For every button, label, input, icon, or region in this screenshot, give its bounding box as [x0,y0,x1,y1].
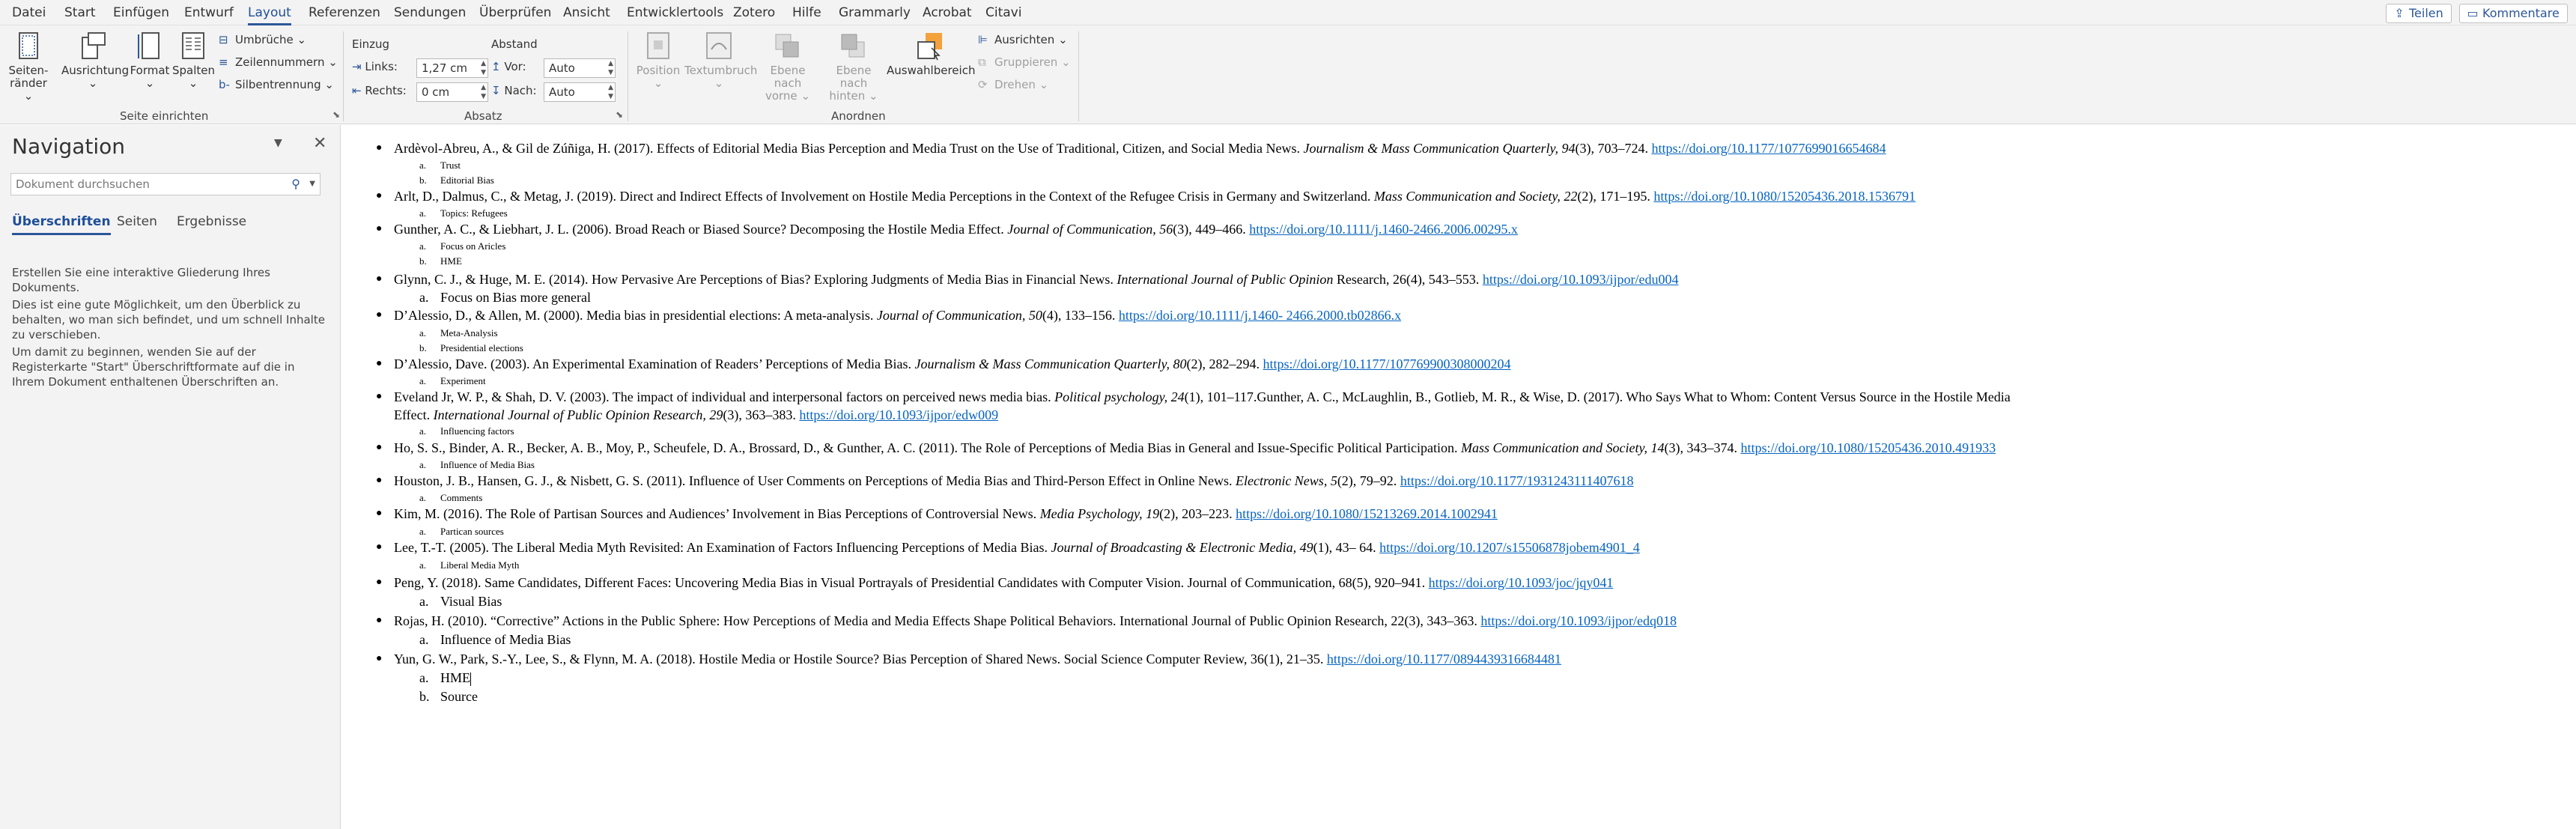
bullet-icon: ● [376,223,383,234]
reference-text: Topics: Refugees [440,207,508,219]
nav-search-input[interactable] [10,173,321,195]
doi-link[interactable]: https://doi.org/10.1111/j.1460-2466.2006.00295.x [1249,222,1518,237]
reference-entry [376,306,1402,324]
bullet-icon: ● [376,653,383,664]
list-letter: a. [419,632,429,647]
send-backward-icon [839,31,869,61]
indent-heading: Einzug [352,37,390,51]
bullet-icon: ● [376,541,383,553]
spacing-after-icon: ↧ [491,84,501,97]
close-icon[interactable]: ✕ [313,134,327,153]
reference-text: Peng, Y. (2018). Same Candidates, Different Faces: Uncovering Media Bias in Visual Portrayals of Presidential Candidates with Computer Vision. Journal of Communication, 68(5), 920–941. [394,575,1429,590]
reference-text: Mass Communication and Society [1373,189,1558,204]
list-item [419,669,471,687]
tab-hilfe[interactable]: Hilfe [792,5,821,20]
line-numbers-button[interactable]: ≡ Zeilennummern ⌄ [219,55,338,69]
spinner-arrows-icon[interactable]: ▲ ▼ [608,84,613,100]
bullet-icon: ● [376,273,383,285]
reference-entry [376,187,1916,205]
margins-label: Seiten- ränder [8,64,49,90]
nav-title: Navigation [12,134,126,159]
reference-text: Ardèvol-Abreu, A., & Gil de Zúñiga, H. (2017). Effects of Editorial Media Bias Perception and Media Trust on the Use of Traditional, Citizen, and Social Media News. [394,141,1304,156]
reference-entry [376,505,1498,523]
indent-left-label [352,60,398,73]
list-letter: a. [419,559,427,571]
position-icon [643,31,673,61]
tab-citavi[interactable]: Citavi [985,5,1022,20]
list-letter: a. [419,240,427,252]
reference-text: Kim, M. (2016). The Role of Partisan Sources and Audiences’ Involvement in Bias Perceptions of Controversial News. [394,506,1040,521]
spinner-arrows-icon[interactable]: ▲ ▼ [481,60,486,76]
page-setup-launcher-icon[interactable]: ⬊ [332,109,341,120]
tab-ansicht[interactable]: Ansicht [563,5,610,20]
spacing-before-label [491,60,526,73]
reference-text: Comments [440,492,483,503]
chevron-down-icon: ⌄ [88,76,98,90]
group-icon: ⧉ [978,55,986,69]
group-divider [343,31,344,121]
list-item [419,687,478,705]
bullet-icon: ● [376,615,383,626]
doi-link[interactable]: https://doi.org/10.1080/15205436.2018.1536791 [1653,189,1916,204]
reference-text: D’Alessio, D., & Allen, M. (2000). Media bias in presidential elections: A meta-analysis. [394,308,877,323]
bullet-icon: ● [376,577,383,588]
tab-acrobat[interactable]: Acrobat [923,5,972,20]
spacing-heading: Abstand [491,37,538,51]
group-label-paragraph: Absatz [464,109,502,123]
group-label: Gruppieren [994,55,1058,69]
doi-link[interactable]: https://doi.org/10.1080/15213269.2014.1002941 [1236,506,1498,521]
text-cursor [470,672,471,686]
list-letter: b. [419,255,427,267]
ribbon [0,25,2576,124]
reference-text: Journalism & Mass Communication Quarterly [914,356,1167,371]
reference-text: Gunther, A. C., & Liebhart, J. L. (2006). Broad Reach or Biased Source? Decomposing the Hostile Media Effect. [394,222,1008,237]
margins-icon [13,31,43,61]
reference-text: (2), 282–294. [1186,356,1263,371]
list-letter: a. [419,425,427,437]
reference-text: (3), 703–724. [1575,141,1652,156]
size-label: Format [130,64,170,77]
reference-text: , 24 [1164,389,1185,404]
navigation-pane [0,125,341,829]
rotate-icon: ⟳ [978,78,988,91]
hyphenation-label: Silbentrennung [235,78,321,91]
nav-options-icon[interactable]: ▼ [274,137,282,149]
bullet-icon: ● [376,142,383,154]
columns-button[interactable] [172,31,214,90]
page-size-icon [135,31,165,61]
spinner-arrows-icon[interactable]: ▲ ▼ [608,60,613,76]
reference-text: Research, 26(4), 543–553. [1333,272,1483,287]
doi-link[interactable]: https://doi.org/10.1111/j.1460- 2466.2000.tb02866.x [1118,308,1402,323]
menu-bar [0,0,2576,25]
nav-help-text: Dies ist eine gute Möglichkeit, um den Überblick zu behalten, wo man sich befindet, und um schnell Inhalte zu verschieben. [12,298,325,341]
reference-text: (1), 43– 64. [1313,540,1380,555]
reference-text: Political psychology [1054,389,1164,404]
reference-entry [376,574,1614,592]
reference-text: D’Alessio, Dave. (2003). An Experimental Examination of Readers’ Perceptions of Media Bias. [394,356,915,371]
reference-text: Source [440,689,478,704]
reference-text: , 22 [1557,189,1578,204]
reference-text: Influencing factors [440,425,514,437]
margins-button[interactable] [7,31,49,103]
doi-link[interactable]: https://doi.org/10.1207/s15506878jobem4901_4 [1379,540,1640,555]
reference-text: (3), 363–383. [723,407,800,422]
comment-icon: ▭ [2467,6,2479,20]
doi-link[interactable]: https://doi.org/10.1080/15205436.2010.491933 [1740,440,1996,455]
reference-text: , 50 [1021,308,1042,323]
list-letter: a. [419,492,427,503]
reference-text: International Journal of Public Opinion [1117,272,1334,287]
list-item [419,375,486,387]
size-button[interactable] [129,31,171,90]
breaks-button[interactable]: ⊟ Umbrüche ⌄ [219,33,307,46]
share-icon: ⇪ [2394,6,2405,20]
reference-text: (2), 203–223. [1159,506,1236,521]
list-item [419,160,461,171]
bullet-icon: ● [376,190,383,201]
chevron-down-icon: ⌄ [145,76,155,90]
bring-forward-button[interactable]: Ebene nach vorne ⌄ [755,31,821,103]
hyphenation-icon: b- [219,78,230,91]
line-numbers-icon: ≡ [219,55,228,69]
indent-right-label [352,84,407,97]
spacing-before-icon: ↥ [491,60,501,73]
rotate-button[interactable]: ⟳ Drehen ⌄ [978,78,1049,91]
list-letter: a. [419,160,427,171]
reference-text: Media Psychology [1039,506,1140,521]
columns-label: Spalten [172,64,216,77]
bring-forward-icon [773,31,803,61]
reference-text: , 94 [1555,141,1576,156]
list-item [419,459,535,471]
spacing-after-value: Auto [549,85,575,99]
reference-text: Electronic News [1236,473,1324,488]
group-label-page-setup: Seite einrichten [120,109,209,123]
bullet-icon: ● [376,309,383,321]
reference-text: Visual Bias [440,594,502,609]
breaks-label: Umbrüche [235,33,294,46]
bullet-icon: ● [376,475,383,486]
selection-pane-button[interactable] [887,31,976,77]
doi-link[interactable]: https://doi.org/10.1177/1077699016654684 [1651,141,1886,156]
reference-text: HME [440,670,470,685]
list-item [419,207,508,219]
reference-text: (2), 79–92. [1337,473,1400,488]
indent-left-icon: ⇥ [352,60,362,73]
reference-text: Focus on Aricles [440,240,506,252]
tab-datei[interactable]: Datei [12,5,46,20]
reference-text: Trust [440,160,461,171]
bullet-icon: ● [376,358,383,369]
tab-start[interactable]: Start [64,5,96,20]
reference-text: , 80 [1166,356,1187,371]
document-page[interactable] [341,125,2576,829]
indent-right-icon: ⇤ [352,84,362,97]
breaks-icon: ⊟ [219,33,228,46]
doi-link[interactable]: https://doi.org/10.1093/joc/jqy041 [1428,575,1614,590]
search-icon[interactable]: ⚲ [291,177,300,191]
reference-text: Yun, G. W., Park, S.-Y., Lee, S., & Flynn, M. A. (2018). Hostile Media or Hostile Source? Bias Perception of Shared News. Social Science Computer Review, 36(1), 21–35. [394,652,1327,666]
reference-text: Editorial Bias [440,174,494,186]
list-letter: b. [419,342,427,353]
reference-text: Rojas, H. (2010). “Corrective” Actions in the Public Sphere: How Perceptions of Media and Media Effects Shape Political Behaviors. International Journal of Public Opinion Research, 22(3), 343–363. [394,613,1481,628]
list-item [419,240,506,252]
selection-pane-icon [915,31,945,61]
reference-entry [376,538,1640,556]
hyphenation-button[interactable]: b- Silbentrennung ⌄ [219,78,334,91]
reference-text: Influence of Media Bias [440,632,571,647]
reference-text: International Journal of Public Opinion Research [433,407,703,422]
nav-tab-headings[interactable]: Überschriften [12,214,111,229]
reference-text: Experiment [440,375,486,386]
nav-help-text: Erstellen Sie eine interaktive Gliederung Ihres Dokuments. [12,266,270,294]
bring-forward-label: Ebene nach vorne [765,64,806,103]
indent-left-text: Links: [365,60,398,73]
align-icon: ⊫ [978,33,988,46]
doi-link[interactable]: https://doi.org/10.1093/ijpor/edq018 [1480,613,1677,628]
reference-entry [376,220,1518,238]
comments-button[interactable]: ▭ Kommentare [2459,4,2568,23]
doi-link[interactable]: https://doi.org/10.1177/0894439316684481 [1326,652,1561,666]
doi-link[interactable]: https://doi.org/10.1093/ijpor/edw009 [799,407,999,422]
group-label-arrange: Anordnen [831,109,886,123]
nav-search-placeholder: Dokument durchsuchen [16,177,150,191]
tab-layout[interactable]: Layout [248,0,291,25]
list-item [419,342,523,354]
reference-text: HME [440,255,462,267]
reference-text: Ho, S. S., Binder, A. R., Becker, A. B., Moy, P., Scheufele, D. A., Brossard, D., & Gunther, A. C. (2011). The Role of Perceptions of Media Bias in General and Issue-Specific Political Participation. [394,440,1461,455]
reference-text: Presidential elections [440,342,523,353]
list-item [419,559,520,571]
reference-text: Eveland Jr, W. P., & Shah, D. V. (2003). The impact of individual and interpersonal factors on perceived news media bias. [394,389,1055,404]
reference-text: Partican sources [440,526,504,537]
reference-text: Effect. [394,407,434,422]
tab-einfuegen[interactable]: Einfügen [113,5,170,20]
list-letter: a. [419,207,427,219]
chevron-down-icon[interactable]: ▼ [309,180,315,188]
indent-right-text: Rechts: [365,84,407,97]
wrap-text-label: Textumbruch [684,64,758,77]
reference-text: Meta-Analysis [440,327,498,338]
tab-ueberpruefen[interactable]: Überprüfen [479,5,552,20]
list-item [419,327,498,339]
chevron-down-icon: ⌄ [188,76,198,90]
nav-tab-results[interactable]: Ergebnisse [177,214,247,229]
bullet-icon: ● [376,508,383,519]
doi-link[interactable]: https://doi.org/10.1177/107769900308000204 [1263,356,1511,371]
list-letter: a. [419,290,429,305]
nav-tab-pages[interactable]: Seiten [117,214,157,229]
list-letter: a. [419,459,427,470]
group-divider [1078,31,1079,121]
send-backward-label: Ebene nach hinten [829,64,872,103]
list-item [419,174,494,186]
wrap-text-button[interactable]: Textumbruch ⌄ [684,31,753,90]
spacing-after-label [491,84,537,97]
reference-text: , 29 [702,407,723,422]
tab-zotero[interactable]: Zotero [733,5,776,20]
tab-referenzen[interactable]: Referenzen [309,5,380,20]
list-item [419,592,502,610]
reference-entry [376,439,1996,457]
send-backward-button[interactable]: Ebene nach hinten ⌄ [821,31,887,103]
doi-link[interactable]: https://doi.org/10.1177/1931243111407618 [1400,473,1634,488]
position-button[interactable]: Position ⌄ [634,31,683,90]
reference-entry [376,472,1634,490]
reference-entry [376,650,1561,668]
share-button[interactable]: ⇪ Teilen [2386,4,2452,23]
reference-text: , 19 [1139,506,1160,521]
reference-text: Arlt, D., Dalmus, C., & Metag, J. (2019). Direct and Indirect Effects of Involvement on Hostile Media Perceptions in the Context of the Refugee Crisis in Germany and Switzerland. [394,189,1374,204]
reference-entry [376,612,1677,630]
align-button[interactable]: ⊫ Ausrichten ⌄ [978,33,1068,46]
wrap-text-icon [704,31,734,61]
reference-text: Journal of Broadcasting & Electronic Media [1051,540,1293,555]
list-item [419,425,514,437]
tab-entwicklertools[interactable]: Entwicklertools [627,5,724,20]
selection-pane-label: Auswahlbereich [887,64,976,77]
spacing-before-field[interactable] [544,58,616,78]
list-item [419,255,462,267]
chevron-down-icon: ⌄ [23,89,34,103]
reference-entry [376,139,1886,157]
list-letter: a. [419,327,427,338]
reference-text: , 14 [1644,440,1665,455]
indent-right-field[interactable] [416,82,488,102]
bullet-icon: ● [376,391,383,402]
indent-right-value: 0 cm [422,85,450,99]
reference-text: (3), 449–466. [1173,222,1250,237]
spacing-before-text: Vor: [504,60,526,73]
line-numbers-label: Zeilennummern [235,55,325,69]
reference-text: Houston, J. B., Hansen, G. J., & Nisbett, G. S. (2011). Influence of User Comments on Perceptions of Media Bias and Third-Person Effect in Online News. [394,473,1236,488]
reference-text: , 56 [1152,222,1173,237]
list-item [419,288,591,306]
list-letter: b. [419,689,430,704]
list-item [419,631,571,649]
spacing-before-value: Auto [549,61,575,75]
reference-entry [376,388,2011,406]
reference-text: (2), 171–195. [1577,189,1654,204]
spacing-after-text: Nach: [504,84,537,97]
columns-icon [178,31,208,61]
spinner-arrows-icon[interactable]: ▲ ▼ [481,84,486,100]
list-item [419,492,483,504]
orientation-button[interactable] [61,31,130,90]
reference-text: (4), 133–156. [1042,308,1119,323]
bullet-icon: ● [376,442,383,453]
reference-text: Lee, T.-T. (2005). The Liberal Media Myth Revisited: An Examination of Factors Influencing Perceptions of Media Bias. [394,540,1051,555]
align-label: Ausrichten [994,33,1055,46]
reference-entry [376,270,1679,288]
indent-left-value: 1,27 cm [422,61,468,75]
list-letter: a. [419,375,427,386]
reference-text: Glynn, C. J., & Huge, M. E. (2014). How Pervasive Are Perceptions of Bias? Exploring Judgments of Media Bias in Financial News. [394,272,1117,287]
reference-text: Liberal Media Myth [440,559,520,571]
list-letter: a. [419,594,429,609]
orientation-label: Ausrichtung [61,64,130,77]
reference-text: , 49 [1292,540,1313,555]
reference-text: Mass Communication and Society [1460,440,1644,455]
list-letter: a. [419,670,429,685]
reference-text: Journal of Communication [876,308,1022,323]
list-letter: a. [419,526,427,537]
tab-entwurf[interactable]: Entwurf [184,5,234,20]
position-label: Position [636,64,681,77]
spacing-after-field[interactable] [544,82,616,102]
reference-text: Influence of Media Bias [440,459,535,470]
list-item [419,526,504,538]
reference-text: (3), 343–374. [1664,440,1741,455]
reference-text: Focus on Bias more general [440,290,591,305]
indent-left-field[interactable] [416,58,488,78]
list-letter: b. [419,174,427,186]
reference-text: Journal of Communication [1007,222,1153,237]
reference-text: Journalism & Mass Communication Quarterly [1303,141,1555,156]
orientation-icon [78,31,108,61]
nav-help-text: Um damit zu beginnen, wenden Sie auf der Registerkarte "Start" Überschriftformate auf die in Ihrem Dokument enthaltenen Überschriften an. [12,345,295,389]
paragraph-launcher-icon[interactable]: ⬊ [616,109,624,120]
tab-grammarly[interactable]: Grammarly [839,5,911,20]
rotate-label: Drehen [994,78,1036,91]
reference-entry [376,355,1511,373]
reference-text: , 5 [1323,473,1337,488]
doi-link[interactable]: https://doi.org/10.1093/ijpor/edu004 [1482,272,1679,287]
reference-entry-continued [394,406,998,424]
tab-sendungen[interactable]: Sendungen [394,5,467,20]
group-button[interactable]: ⧉ Gruppieren ⌄ [978,55,1071,69]
reference-text: (1), 101–117.Gunther, A. C., McLaughlin, B., Gotlieb, M. R., & Wise, D. (2017). Who Says What to Whom: Content Versus Source in the Hostile Media [1184,389,2011,404]
